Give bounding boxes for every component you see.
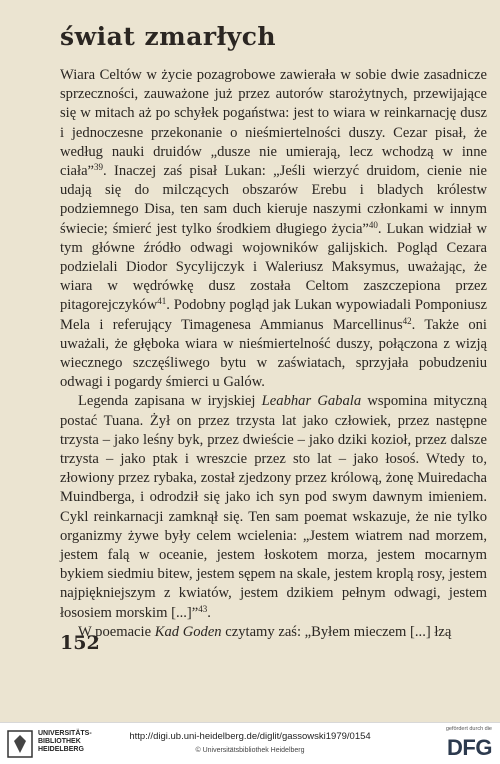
paragraph [60,392,487,622]
text-run: Wiara Celtów w życie pozagrobowe zawierała w sobie dwie zasadnicze sprzeczności, zauważone już przez autorów starożytnych, przewijające się w mitach aż po schyłek pogaństwa: jest to wiara w reinkarnację dusz i jednoczesne przekonanie o nieśmiertelności duszy. Cezar pisał, że według nauki druidów „dusze nie umierają, lecz wchodzą w inne ciała” [60,67,487,180]
footnote-reference: 42 [402,315,412,326]
footnote-reference: 43 [198,603,208,614]
university-seal-icon [6,729,34,759]
copyright-notice: © Universitätsbibliothek Heidelberg [195,747,305,754]
text-run: . [207,604,211,621]
text-run: . Lukan widział w tym główne źródło odwagi wojowników galijskich. Pogląd Cezara podzielali Diodor Sycylijczyk i Waleriusz Maksymus, uważając, że wiara w wędrówkę dusz została Celtom zaszczepiona przez pitagorejczyków [60,220,487,314]
paragraph [60,66,487,392]
text-run: . Także oni uważali, że głęboka wiara w nieśmiertelność duszy, połączona z wizją wiecznego szczęśliwego bytu w zaświatach, sprzyjała pobudzeniu odwagi i pogardy śmierci u Galów. [60,316,487,391]
library-name-line: UNIVERSITÄTS- [38,730,92,737]
title-italic: Leabhar Gabala [261,393,362,410]
body-text [60,66,487,642]
page-number: 152 [60,632,100,654]
source-url-link[interactable]: http://digi.ub.uni-heidelberg.de/diglit/gassowski1979/0154 [129,731,371,742]
text-run: . Inaczej zaś pisał Lukan: „Jeśli wierzyć druidom, cienie nie udają się do milczących obszarów Erebu i bladych królestw podziemnego Disa, ten sam duch kieruje naszymi członkami w innym świecie; śmierć jest tylko środkiem długiego życia” [60,163,487,237]
text-run: Legenda zapisana w iryjskiej [78,393,262,410]
dfg-logo: DFG [447,735,492,760]
paragraph [60,623,487,642]
library-name [38,730,128,754]
footnote-reference: 41 [157,296,167,307]
chapter-heading: świat zmarłych [60,22,277,51]
text-run: W poemacie [78,623,155,640]
library-name-line: BIBLIOTHEK [38,738,81,745]
library-name-line: HEIDELBERG [38,746,84,753]
footer-bar [0,722,500,764]
title-italic: Kad Goden [154,623,222,640]
text-run: wspomina mityczną postać Tuana. Żył on przez trzysta lat jako człowiek, przez następne trzysta – jako leśny byk, przez dwieście – jako dziki kozioł, przez dalsze trzysta – jako ptak i wreszcie przez sto lat – jako łosoś. Wtedy to, złowiony przez rybaka, został zjedzony przez królową, żonę Muiredacha Muindberga, i odrodził się jako ich syn pod swym dawnym imieniem. Cykl reinkarnacji zamknął się. Ten sam poemat wskazuje, że nie tylko organizmy żywe były celem wcielenia: „Jestem wiatrem nad morzem, jestem falą w oceanie, jestem łoskotem morza, jestem mocarnym bykiem siedmiu bitew, jestem sępem na skale, jestem kroplą rosy, jestem najpiękniejszym z kwiatów, jestem dzikiem pełnym odwagi, jestem łososiem morskim [...]” [60,393,488,621]
funding-note: gefördert durch die [445,726,492,732]
text-run: . Podobny pogląd jak Lukan wypowiadali Pomponiusz Mela i referujący Timagenesa Ammianus Marcellinus [60,297,487,333]
text-run: czytamy zaś: „Byłem mieczem [...] łzą [221,623,452,640]
footnote-reference: 39 [94,162,104,173]
footnote-reference: 40 [368,219,378,230]
